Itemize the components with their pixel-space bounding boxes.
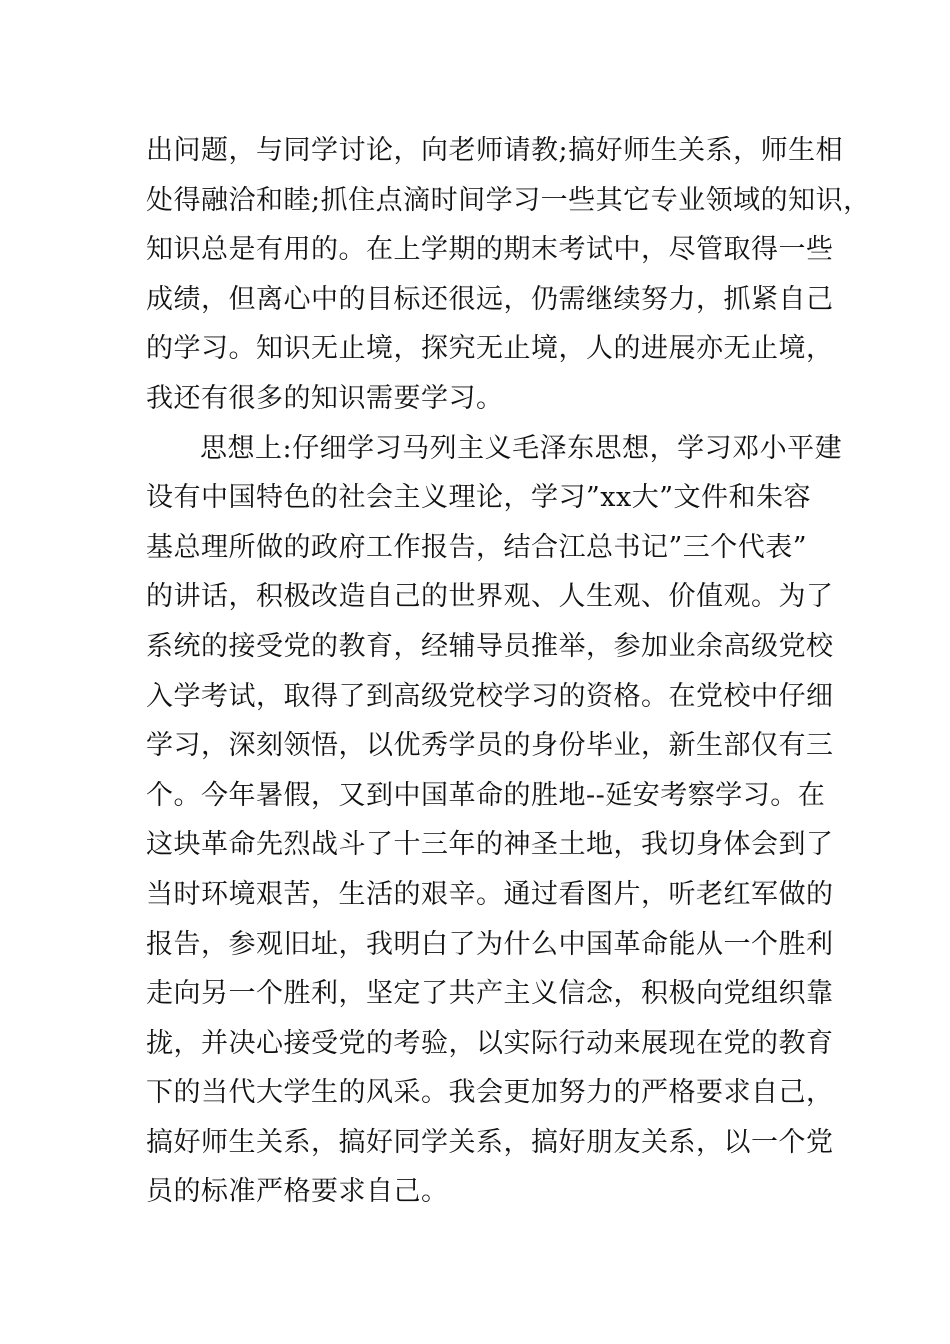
document-body [146, 126, 871, 1217]
text-line: 成绩，但离心中的目标还很远，仍需继续努力，抓紧自己 [146, 283, 834, 315]
text-line: 思想上:仔细学习马列主义毛泽东思想，学习邓小平建 [200, 432, 843, 464]
text-line: 的学习。知识无止境，探究无止境，人的进展亦无止境， [146, 333, 834, 365]
text-line: 入学考试，取得了到高级党校学习的资格。在党校中仔细 [146, 680, 834, 712]
text-line: 我还有很多的知识需要学习。 [146, 382, 504, 414]
text-line: 下的当代大学生的风采。我会更加努力的严格要求自己， [146, 1077, 834, 1109]
text-line: 的讲话，积极改造自己的世界观、人生观、价值观。为了 [146, 581, 834, 613]
text-line: 基总理所做的政府工作报告，结合江总书记”三个代表” [146, 531, 808, 563]
paragraph-1 [146, 126, 871, 424]
text-line: 员的标准严格要求自己。 [146, 1176, 449, 1208]
text-line: 系统的接受党的教育，经辅导员推举，参加业余高级党校 [146, 630, 834, 662]
text-line: 设有中国特色的社会主义理论，学习”xx大”文件和朱容 [146, 482, 812, 514]
text-line: 处得融洽和睦;抓住点滴时间学习一些其它专业领域的知识， [146, 184, 871, 216]
text-line: 报告，参观旧址，我明白了为什么中国革命能从一个胜利 [146, 928, 834, 960]
text-line: 走向另一个胜利，坚定了共产主义信念，积极向党组织靠 [146, 978, 834, 1010]
text-line: 这块革命先烈战斗了十三年的神圣土地，我切身体会到了 [146, 829, 834, 861]
text-line: 搞好师生关系，搞好同学关系，搞好朋友关系，以一个党 [146, 1126, 834, 1158]
text-line: 个。今年暑假，又到中国革命的胜地--延安考察学习。在 [146, 779, 826, 811]
paragraph-2 [146, 424, 843, 1218]
text-line: 当时环境艰苦，生活的艰辛。通过看图片，听老红军做的 [146, 878, 834, 910]
text-line: 拢，并决心接受党的考验，以实际行动来展现在党的教育 [146, 1027, 834, 1059]
text-line: 出问题，与同学讨论，向老师请教;搞好师生关系，师生相 [146, 135, 844, 166]
text-line: 知识总是有用的。在上学期的期末考试中，尽管取得一些 [146, 234, 834, 266]
text-line: 学习，深刻领悟，以优秀学员的身份毕业，新生部仅有三 [146, 730, 834, 762]
